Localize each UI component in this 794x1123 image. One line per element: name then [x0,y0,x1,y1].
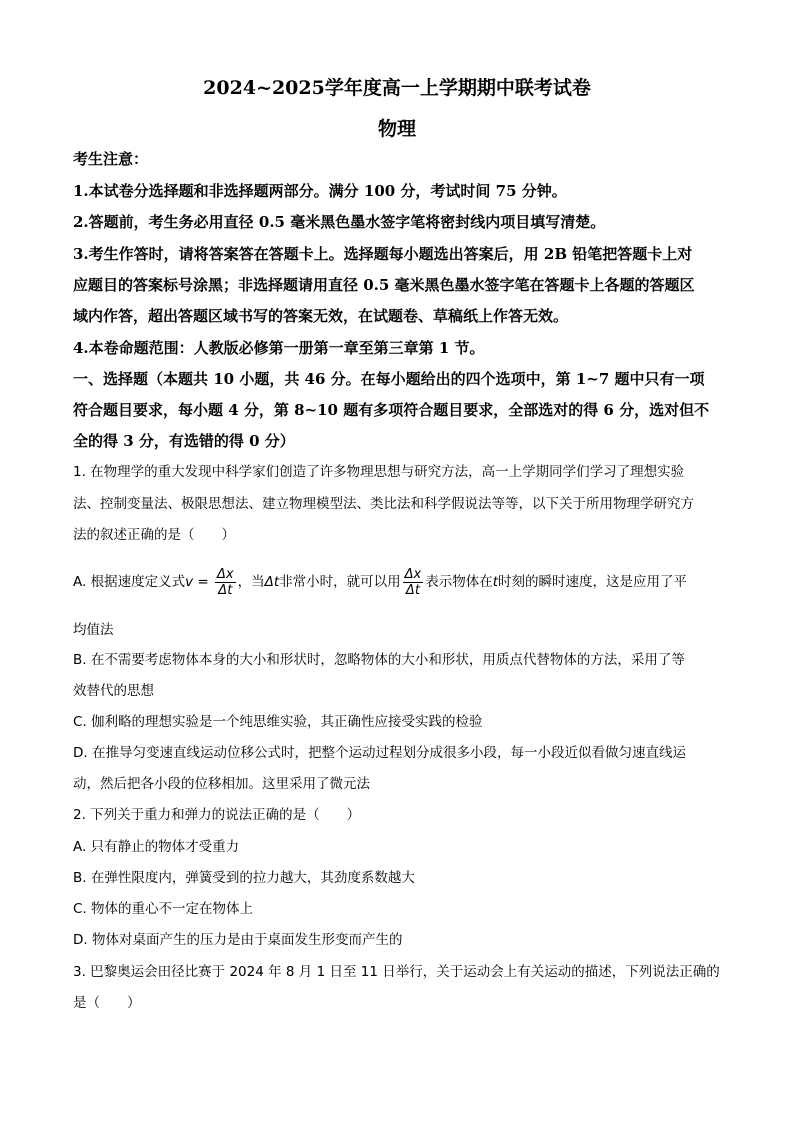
q2-option-b: B. 在弹性限度内，弹簧受到的拉力越大，其劲度系数越大 [73,870,415,886]
q2-option-a: A. 只有静止的物体才受重力 [73,839,240,855]
q2-option-d: D. 物体对桌面产生的压力是由于桌面发生形变而产生的 [73,932,403,948]
section-instructions-line-3: 全的得 3 分，有选错的得 0 分） [73,432,295,450]
section-instructions-line-1: 一、选择题（本题共 10 小题，共 46 分。在每小题给出的四个选项中，第 1~7 题中只有一项 [73,370,705,388]
q1-option-a-text-4: 表示物体在 [425,574,493,590]
velocity-fraction [215,567,236,598]
q3-stem-line-2: 是（ ） [73,995,141,1011]
q2-option-c: C. 物体的重心不一定在物体上 [73,901,254,917]
ratio-fraction [403,567,424,598]
exam-subject: 物理 [377,118,416,140]
delta-t-symbol: Δt [264,574,280,590]
q1-option-a-text-3: 非常小时，就可以用 [279,574,401,590]
q1-option-b-line-2: 效替代的思想 [73,683,154,699]
notice-item-4: 4.本卷命题范围：人教版必修第一册第一章至第三章第 1 节。 [73,339,485,357]
notice-item-1: 1.本试卷分选择题和非选择题两部分。满分 100 分，考试时间 75 分钟。 [73,182,567,200]
q3-stem-line-1: 3. 巴黎奥运会田径比赛于 2024 年 8 月 1 日至 11 日举行，关于运动会上有关运动的描述，下列说法正确的 [73,964,720,980]
exam-title: 2024~2025学年度高一上学期期中联考试卷 [203,77,591,99]
q1-option-d-line-2: 动，然后把各小段的位移相加。这里采用了微元法 [73,776,370,792]
notice-item-3-line-3: 域内作答，超出答题区域书写的答案无效，在试题卷、草稿纸上作答无效。 [73,307,569,325]
notice-item-3-line-1: 3.考生作答时，请将答案答在答题卡上。选择题每小题选出答案后，用 2B 铅笔把答题卡上对 [73,245,693,263]
equals-sign: = [193,574,213,590]
q1-option-a-text-2: ，当 [237,574,265,590]
notice-item-3-line-2: 应题目的答案标号涂黑；非选择题请用直径 0.5 毫米黑色墨水签字笔在答题卡上各题的答题区 [73,276,695,294]
section-instructions-line-2: 符合题目要求，每小题 4 分，第 8~10 题有多项符合题目要求，全部选对的得 6 分，选对但不 [73,401,710,419]
q1-option-a-text-1: A. 根据速度定义式 [73,574,186,590]
fraction-numerator: Δx [217,566,234,582]
q1-option-a-text-5: 时刻的瞬时速度，这是应用了平 [498,574,688,590]
q1-option-c: C. 伽利略的理想实验是一个纯思维实验，其正确性应接受实践的检验 [73,714,483,730]
q1-option-a-line-2: 均值法 [73,622,114,638]
velocity-symbol: v [185,574,194,590]
q2-stem: 2. 下列关于重力和弹力的说法正确的是（ ） [73,807,361,823]
q1-option-b-line-1: B. 在不需要考虑物体本身的大小和形状时，忽略物体的大小和形状，用质点代替物体的方法，采用了等 [73,652,685,668]
q1-stem-line-3: 法的叙述正确的是（ ） [73,527,235,543]
ratio-numerator: Δx [404,566,422,582]
notice-item-2: 2.答题前，考生务必用直径 0.5 毫米黑色墨水签字笔将密封线内项目填写清楚。 [73,213,606,231]
notice-heading: 考生注意： [73,150,149,168]
q1-option-a-line-1 [73,565,728,599]
q1-stem-line-2: 法、控制变量法、极限思想法、建立物理模型法、类比法和科学假说法等等，以下关于所用物理学研究方 [73,496,694,512]
time-symbol: t [492,574,499,590]
q1-option-d-line-1: D. 在推导匀变速直线运动位移公式时，把整个运动过程划分成很多小段，每一小段近似看做匀速直线运 [73,745,686,761]
ratio-denominator: Δt [405,582,420,598]
fraction-denominator: Δt [218,582,233,598]
q1-stem-line-1: 1. 在物理学的重大发现中科学家们创造了许多物理思想与研究方法，高一上学期同学们学习了理想实验 [73,464,685,480]
